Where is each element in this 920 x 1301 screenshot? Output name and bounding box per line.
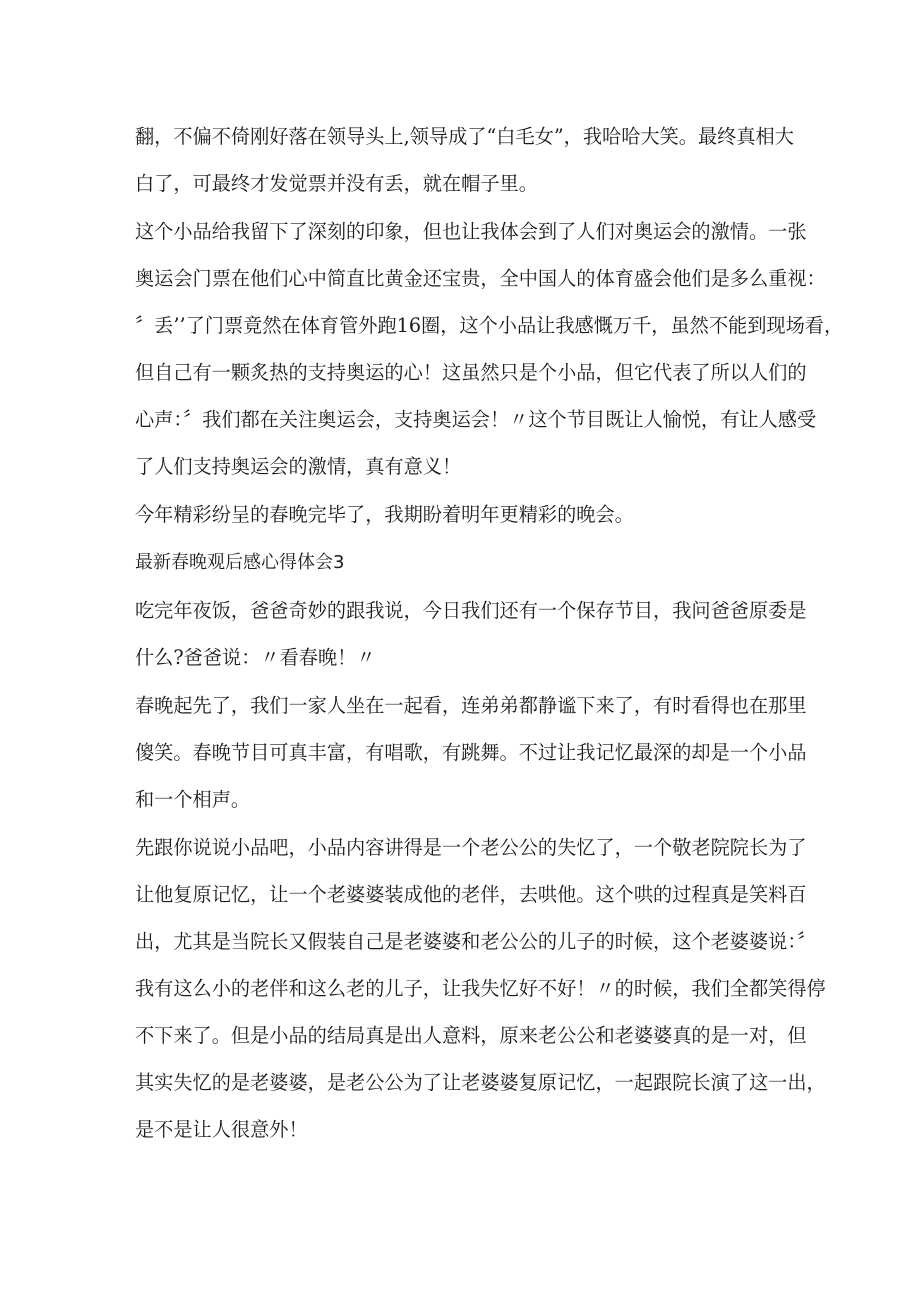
paragraph-5	[135, 587, 807, 681]
text-line: 傻笑。春晚节目可真丰富，有唱歌，有跳舞。不过让我记忆最深的却是一个小品	[135, 741, 807, 764]
text-line: 其实失忆的是老婆婆，是老公公为了让老婆婆复原记忆，一起跟院长演了这一出，	[135, 1071, 826, 1094]
text-line: 不下来了。但是小品的结局真是出人意料，原来老公公和老婆婆真的是一对，但	[135, 1024, 807, 1047]
text-line: 但自己有一颗炙热的支持奥运的心！这虽然只是个小品，但它代表了所以人们的	[135, 361, 807, 384]
text-line: 春晚起先了，我们一家人坐在一起看，连弟弟都静谧下来了，有时看得也在那里	[135, 694, 807, 717]
paragraph-1	[135, 113, 795, 207]
text-line: 白了，可最终才发觉票并没有丢，就在帽子里。	[135, 172, 538, 195]
text-line: 这个小品给我留下了深刻的印象，但也让我体会到了人们对奥运会的激情。一张	[135, 220, 807, 243]
text-line: 什么?爸爸说：〃看春晚！〃	[135, 646, 376, 669]
text-line: 〞丢’’了门票竟然在体育管外跑16圈，这个小品让我感慨万千，虽然不能到现场看，	[135, 314, 844, 337]
paragraph-2	[135, 208, 844, 490]
text-line: 先跟你说说小品吧，小品内容讲得是一个老公公的失忆了，一个敬老院院长为了	[135, 836, 807, 859]
section-heading	[135, 539, 795, 586]
heading-line: 最新春晚观后感心得体会3	[135, 552, 345, 573]
paragraph-6	[135, 682, 807, 823]
text-line: 让他复原记忆，让一个老婆婆装成他的老伴，去哄他。这个哄的过程真是笑料百	[135, 883, 807, 906]
text-line: 今年精彩纷呈的春晚完毕了，我期盼着明年更精彩的晚会。	[135, 503, 634, 526]
text-line: 我有这么小的老伴和这么老的儿子，让我失忆好不好！〃的时候，我们全都笑得停	[135, 977, 826, 1000]
text-line: 了人们支持奥运会的激情，真有意义！	[135, 455, 462, 478]
text-line: 是不是让人很意外！	[135, 1118, 308, 1141]
paragraph-3	[135, 491, 795, 538]
text-line: 翻，不偏不倚刚好落在领导头上,领导成了“白毛女”，我哈哈大笑。最终真相大	[135, 125, 794, 148]
text-line: 和一个相声。	[135, 788, 251, 811]
text-line: 吃完年夜饭，爸爸奇妙的跟我说，今日我们还有一个保存节目，我问爸爸原委是	[135, 599, 807, 622]
text-line: 心声：〞我们都在关注奥运会，支持奥运会！〃这个节目既让人愉悦，有让人感受	[135, 408, 817, 431]
text-line: 奥运会门票在他们心中简直比黄金还宝贵，全中国人的体育盛会他们是多么重视：	[135, 267, 826, 290]
text-line: 出，尤其是当院长又假装自己是老婆婆和老公公的儿子的时候，这个老婆婆说：〞	[135, 930, 817, 953]
document-body	[135, 113, 844, 1154]
paragraph-7	[135, 824, 826, 1153]
